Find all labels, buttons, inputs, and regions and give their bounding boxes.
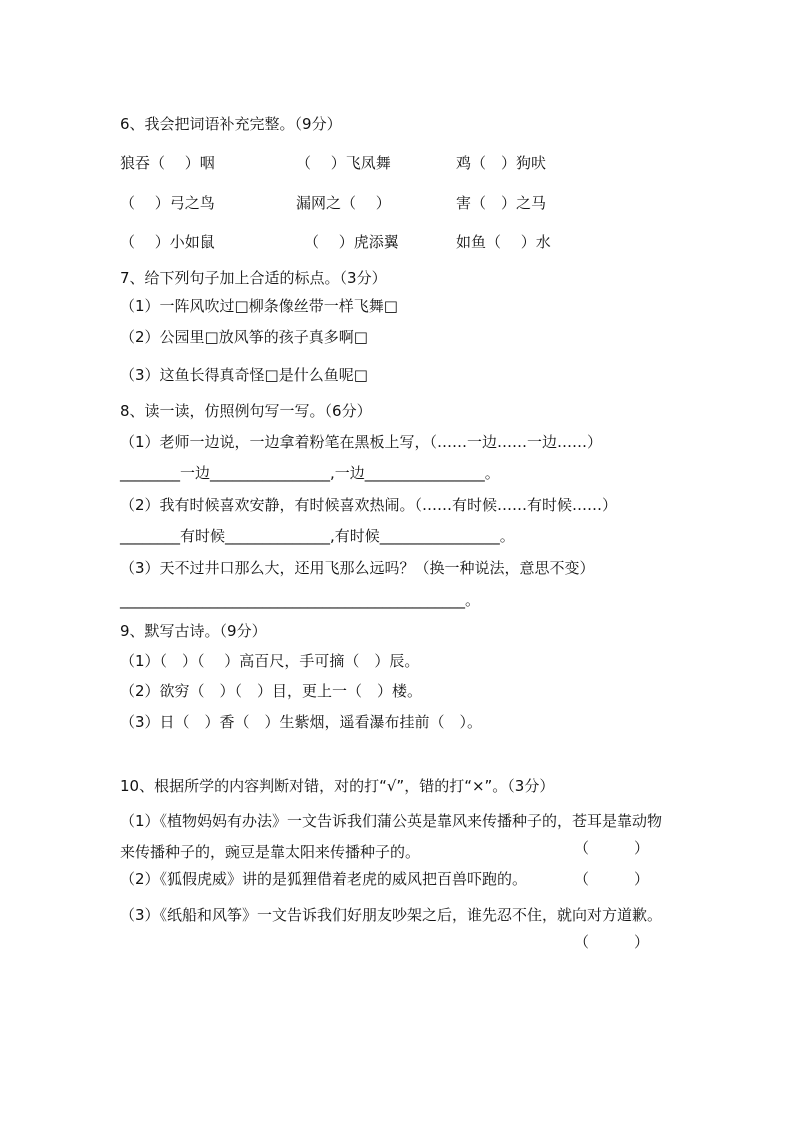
question-10-title: 10、根据所学的内容判断对错，对的打“√”，错的打“×”。（3分）: [120, 777, 555, 795]
q10-item-3: （3）《纸船和风筝》一文告诉我们好朋友吵架之后，谁先忍不住，就向对方道歉。: [120, 906, 663, 924]
idiom-r3c1: （ ）小如鼠: [120, 233, 215, 251]
q9-item-1: （1）（ ）（ ）高百尺，手可摘（ ）辰。: [120, 652, 420, 670]
idiom-r2c2: 漏网之（ ）: [296, 194, 391, 212]
q10-answer-paren-1: （ ）: [574, 839, 650, 857]
q10-item-2: （2）《狐假虎威》讲的是狐狸借着老虎的威风把百兽吓跑的。: [120, 870, 528, 888]
q8-example-1: （1）老师一边说，一边拿着粉笔在黑板上写，（……一边……一边……）: [120, 433, 603, 451]
q8-answer-2: ________有时候______________,有时候________________。: [120, 527, 515, 545]
idiom-r3c2: （ ）虎添翼: [304, 233, 399, 251]
q7-item-1: （1）一阵风吹过□柳条像丝带一样飞舞□: [120, 297, 398, 315]
idiom-r1c2: （ ）飞凤舞: [296, 154, 391, 172]
question-6-title: 6、我会把词语补充完整。（9分）: [120, 115, 342, 133]
q10-answer-paren-2: （ ）: [574, 870, 650, 888]
idiom-r3c3: 如鱼（ ）水: [456, 233, 551, 251]
q8-example-2: （2）我有时候喜欢安静，有时候喜欢热闹。（……有时候……有时候……）: [120, 496, 618, 514]
idiom-r1c1: 狼吞（ ）咽: [120, 154, 215, 172]
idiom-r1c3: 鸡（ ）狗吠: [456, 154, 547, 172]
q10-answer-paren-3: （ ）: [574, 933, 650, 951]
question-8-title: 8、读一读，仿照例句写一写。（6分）: [120, 402, 372, 420]
question-7-title: 7、给下列句子加上合适的标点。（3分）: [120, 269, 387, 287]
q9-item-3: （3）日（ ）香（ ）生紫烟，遥看瀑布挂前（ ）。: [120, 713, 483, 731]
q8-answer-3: ______________________________________________。: [120, 591, 481, 609]
q9-item-2: （2）欲穷（ ）（ ）目，更上一（ ）楼。: [120, 682, 423, 700]
idiom-r2c1: （ ）弓之鸟: [120, 194, 215, 212]
idiom-r2c3: 害（ ）之马: [456, 194, 547, 212]
q7-item-2: （2）公园里□放风筝的孩子真多啊□: [120, 328, 368, 346]
q10-item-1: （1）《植物妈妈有办法》一文告诉我们蒲公英是靠风来传播种子的，苍耳是靠动物来传播种子的，豌豆是靠太阳来传播种子的。: [120, 812, 663, 861]
question-9-title: 9、默写古诗。（9分）: [120, 622, 267, 640]
q7-item-3: （3）这鱼长得真奇怪□是什么鱼呢□: [120, 366, 368, 384]
q8-example-3: （3）天不过井口那么大，还用飞那么远吗？（换一种说法，意思不变）: [120, 559, 595, 577]
q8-answer-1: ________一边________________,一边________________。: [120, 464, 500, 482]
